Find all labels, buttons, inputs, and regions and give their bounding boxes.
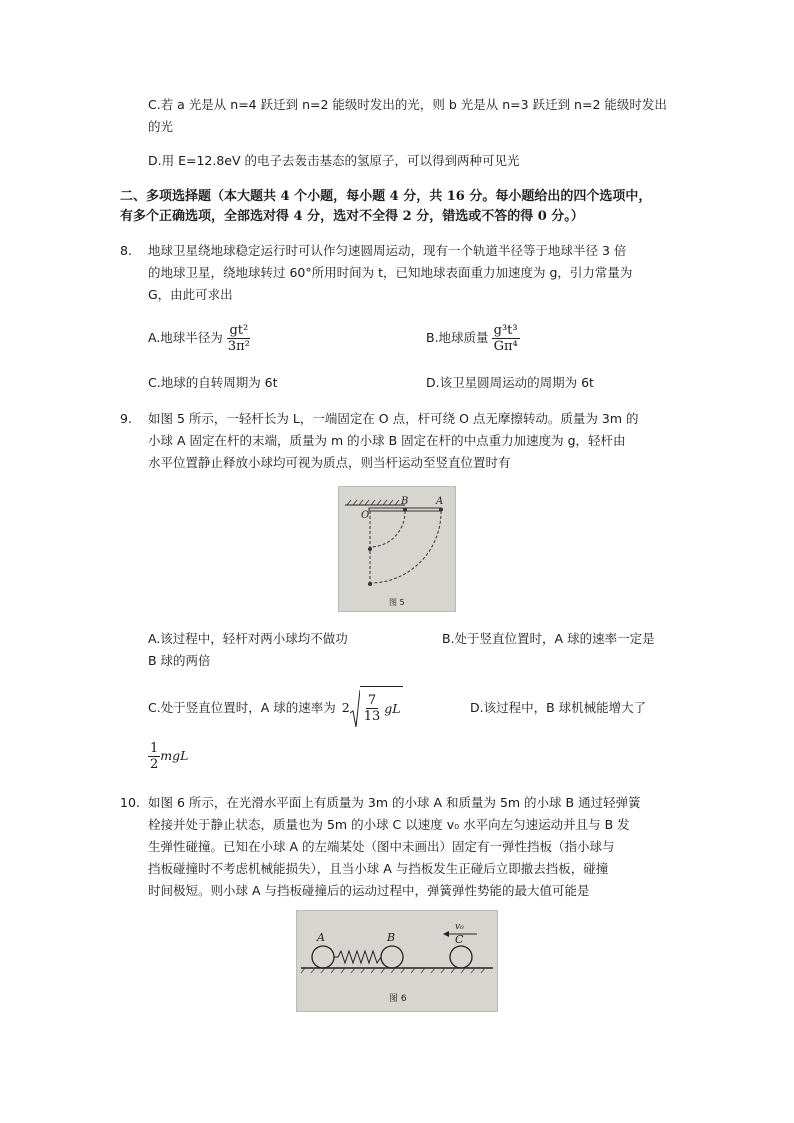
q8-option-a-label: A.地球半径为 (148, 330, 223, 345)
q9-option-b-line2: B 球的两倍 (148, 653, 211, 668)
q8-option-b (426, 318, 520, 358)
figure-5-label-b: B (401, 496, 409, 507)
figure-6-label-c: C (455, 933, 464, 946)
figure-6-label-a: A (317, 931, 325, 944)
q9-stem-line1: 如图 5 所示，一轻杆长为 L，一端固定在 O 点，杆可绕 O 点无摩擦转动。质量为 3m 的 (148, 411, 639, 426)
q7-option-c-line1: C.若 a 光是从 n=4 跃迁到 n=2 能级时发出的光，则 b 光是从 n=3 跃迁到 n=2 能级时发出 (148, 97, 667, 112)
figure-5-label-o: O (361, 510, 370, 521)
q9-option-c (148, 686, 403, 731)
ball-c (450, 946, 472, 968)
sqrt-sign-icon (350, 689, 360, 729)
q9-option-c-coefficient: 2 (341, 700, 350, 715)
q8-stem-line1: 地球卫星绕地球稳定运行时可认作匀速圆周运动，现有一个轨道半径等于地球半径 3 倍 (148, 243, 627, 258)
q8-option-b-numerator: g³t³ (493, 323, 518, 338)
q9-option-c-denominator: 13 (363, 709, 381, 724)
q9-option-c-numerator: 7 (367, 693, 377, 708)
q9-option-c-label: C.处于竖直位置时，A 球的速率为 (148, 700, 336, 715)
figure-5-label-a: A (436, 496, 444, 507)
q8-option-b-label: B.地球质量 (426, 330, 489, 345)
section-2-heading-line2: 有多个正确选项，全部选对得 4 分，选对不全得 2 分，错选或不答的得 0 分。） (120, 209, 584, 224)
figure-5-caption: 图 5 (389, 598, 405, 607)
q8-option-a-denominator: 3π² (227, 339, 250, 354)
q8-option-d: D.该卫星圆周运动的周期为 6t (426, 375, 594, 390)
q9-option-c-sqrt (350, 687, 403, 731)
q10-number: 10. (120, 795, 140, 810)
figure-6 (296, 910, 498, 1012)
velocity-arrow-icon (443, 931, 449, 937)
q8-option-a (148, 318, 252, 358)
q9-option-d-fraction (148, 741, 160, 772)
figure-6-drawing (297, 911, 497, 1011)
q9-option-c-tail: gL (384, 700, 401, 716)
q8-option-c: C.地球的自转周期为 6t (148, 375, 278, 390)
q7-option-d: D.用 E=12.8eV 的电子去轰击基态的氢原子，可以得到两种可见光 (148, 153, 520, 168)
q9-stem-line2: 小球 A 固定在杆的末端，质量为 m 的小球 B 固定在杆的中点重力加速度为 g，轻杆由 (148, 433, 626, 448)
q9-option-d-value (148, 736, 188, 776)
q10-stem-line4: 挡板碰撞时不考虑机械能损失），且当小球 A 与挡板发生正碰后立即撤去挡板，碰撞 (148, 861, 609, 876)
q8-option-a-fraction (226, 323, 252, 354)
q10-stem-line5: 时间极短。则小球 A 与挡板碰撞后的运动过程中，弹簧弹性势能的最大值可能是 (148, 883, 590, 898)
q9-option-b-line1: B.处于竖直位置时，A 球的速率一定是 (442, 631, 655, 646)
figure-5-drawing (339, 487, 455, 611)
q10-stem-line2: 栓接并处于静止状态，质量也为 5m 的小球 C 以速度 v₀ 水平向左匀速运动并且与 B 发 (148, 817, 630, 832)
q9-option-d-denominator: 2 (150, 757, 159, 772)
q10-stem-line1: 如图 6 所示，在光滑水平面上有质量为 3m 的小球 A 和质量为 5m 的小球 B 通过轻弹簧 (148, 795, 641, 810)
q8-option-b-fraction (492, 323, 520, 354)
figure-6-label-v0: v₀ (455, 922, 464, 932)
figure-6-caption: 图 6 (389, 994, 407, 1004)
q9-number: 9. (120, 411, 132, 426)
q8-option-a-numerator: gt² (229, 323, 249, 338)
q10-stem-line3: 生弹性碰撞。已知在小球 A 的左端某处（图中未画出）固定有一弹性挡板（指小球与 (148, 839, 615, 854)
q8-number: 8. (120, 243, 132, 258)
spring (334, 951, 381, 963)
ball-a (312, 946, 334, 968)
q9-option-d-tail: mgL (160, 748, 189, 763)
q9-stem-line3: 水平位置静止释放小球均可视为质点，则当杆运动至竖直位置时有 (148, 455, 511, 470)
figure-5 (338, 486, 456, 612)
q8-stem-line2: 的地球卫星，绕地球转过 60°所用时间为 t，已知地球表面重力加速度为 g，引力常量为 (148, 265, 633, 280)
q8-stem-line3: G，由此可求出 (148, 287, 233, 302)
figure-6-label-b: B (387, 931, 396, 944)
section-2-heading-line1: 二、多项选择题（本大题共 4 个小题，每小题 4 分，共 16 分。每小题给出的四个选项中， (120, 189, 652, 204)
q7-option-c-line2: 的光 (148, 119, 174, 134)
ball-b (381, 946, 403, 968)
q9-option-d-numerator: 1 (150, 741, 159, 756)
q9-option-a: A.该过程中，轻杆对两小球均不做功 (148, 631, 348, 646)
q8-option-b-denominator: Gπ⁴ (493, 339, 518, 354)
q9-option-d-label: D.该过程中，B 球机械能增大了 (470, 700, 647, 715)
q9-option-c-fraction (362, 693, 383, 724)
